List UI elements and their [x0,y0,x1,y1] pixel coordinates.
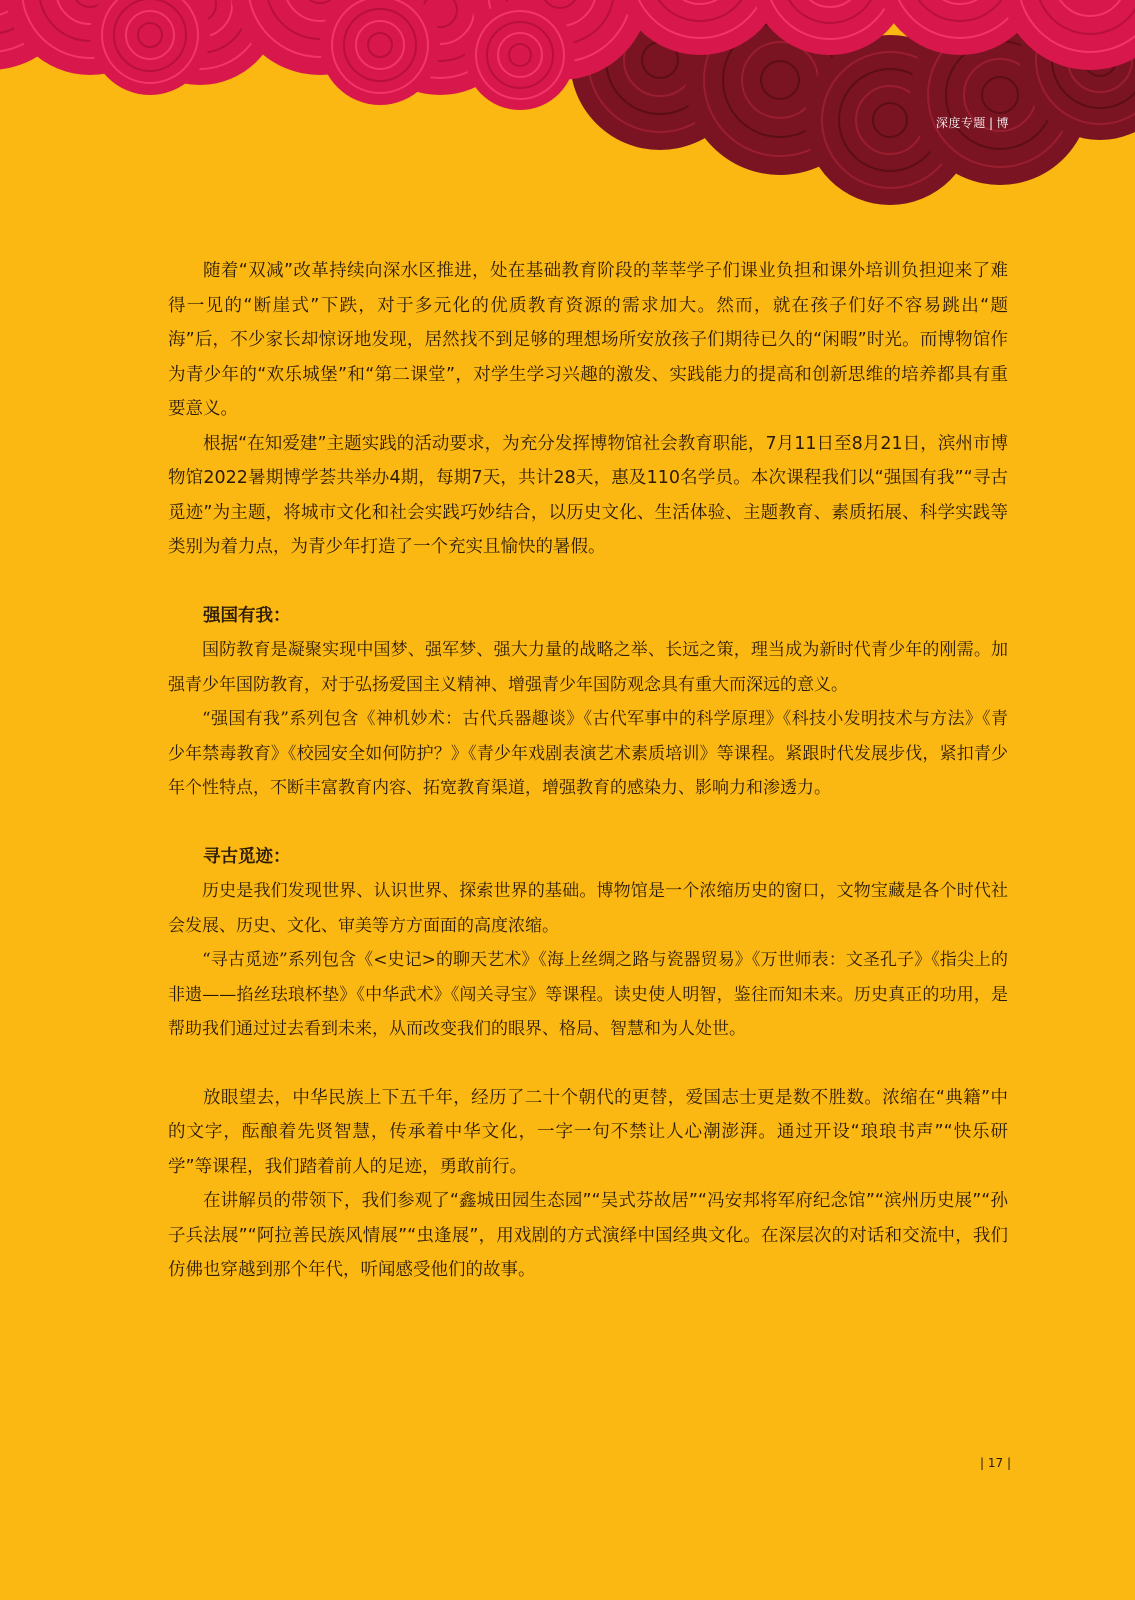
cloud-scallop [465,0,575,110]
closing-paragraph-2: 在讲解员的带领下，我们参观了“鑫城田园生态园”“吴式芬故居”“冯安邦将军府纪念馆”“滨州历史展”“孙子兵法展”“阿拉善民族风情展”“虫逢展”，用戏剧的方式演绎中国经典文化。在深层次的对话和交流中，我们仿佛也穿越到那个年代，听闻感受他们的故事。 [168,1191,1008,1280]
section1-paragraph-2: “强国有我”系列包含《神机妙术：古代兵器趣谈》《古代军事中的科学原理》《科技小发明技术与方法》《青少年禁毒教育》《校园安全如何防护？》《青少年戏剧表演艺术素质培训》等课程。紧跟时代发展步伐，紧扣青少年个性特点，不断丰富教育内容、拓宽教育渠道，增强教育的感染力、影响力和渗透力。 [168,709,1008,798]
page-number: | 17 | [980,1456,1011,1470]
header-column-name: 博 [996,116,1009,130]
spacer [168,565,1008,599]
section-heading-xungu: 寻古觅迹： [203,846,291,867]
section2-paragraph-2: “寻古觅迹”系列包含《<史记>的聊天艺术》《海上丝绸之路与瓷器贸易》《万世师表：文圣孔子》《指尖上的非遗——掐丝珐琅杯垫》《中华武术》《闯关寻宝》等课程。读史使人明智，鉴往而知未来。历史真正的功用，是帮助我们通过过去看到未来，从而改变我们的眼界、格局、智慧和为人处世。 [168,950,1008,1039]
intro-paragraph-2: 根据“在知爱建”主题实践的活动要求，为充分发挥博物馆社会教育职能，7月11日至8月21日，滨州市博物馆2022暑期博学荟共举办4期，每期7天，共计28天，惠及110名学员。本次课程我们以“强国有我”“寻古觅迹”为主题，将城市文化和社会实践巧妙结合，以历史文化、生活体验、主题教育、素质拓展、科学实践等类别为着力点，为青少年打造了一个充实且愉快的暑假。 [168,433,1008,557]
header-section-label [936,114,1009,131]
section1-paragraph-1: 国防教育是凝聚实现中国梦、强军梦、强大力量的战略之举、长远之策，理当成为新时代青少年的刚需。加强青少年国防教育，对于弘扬爱国主义精神、增强青少年国防观念具有重大而深远的意义。 [168,640,1008,695]
article-body [168,254,1008,1288]
section2-paragraph-1: 历史是我们发现世界、认识世界、探索世界的基础。博物馆是一个浓缩历史的窗口，文物宝藏是各个时代社会发展、历史、文化、审美等方方面面的高度浓缩。 [168,881,1008,936]
header-separator: | [988,116,994,130]
spacer [168,806,1008,840]
header-section-name: 深度专题 [935,116,986,130]
section-heading-qiangguo: 强国有我： [203,605,291,626]
header-cloud-decoration [0,0,1135,210]
closing-paragraph-1: 放眼望去，中华民族上下五千年，经历了二十个朝代的更替，爱国志士更是数不胜数。浓缩在“典籍”中的文字，酝酿着先贤智慧，传承着中华文化，一字一句不禁让人心潮澎湃。通过开设“琅琅书声”“快乐研学”等课程，我们踏着前人的足迹，勇敢前行。 [168,1087,1008,1177]
spacer [168,1047,1008,1081]
intro-paragraph-1: 随着“双减”改革持续向深水区推进，处在基础教育阶段的莘莘学子们课业负担和课外培训负担迎来了难得一见的“断崖式”下跌，对于多元化的优质教育资源的需求加大。然而，就在孩子们好不容易跳出“题海”后，不少家长却惊讶地发现，居然找不到足够的理想场所安放孩子们期待已久的“闲暇”时光。而博物馆作为青少年的“欢乐城堡”和“第二课堂”，对学生学习兴趣的激发、实践能力的提高和创新思维的培养都具有重要意义。 [168,261,1008,419]
